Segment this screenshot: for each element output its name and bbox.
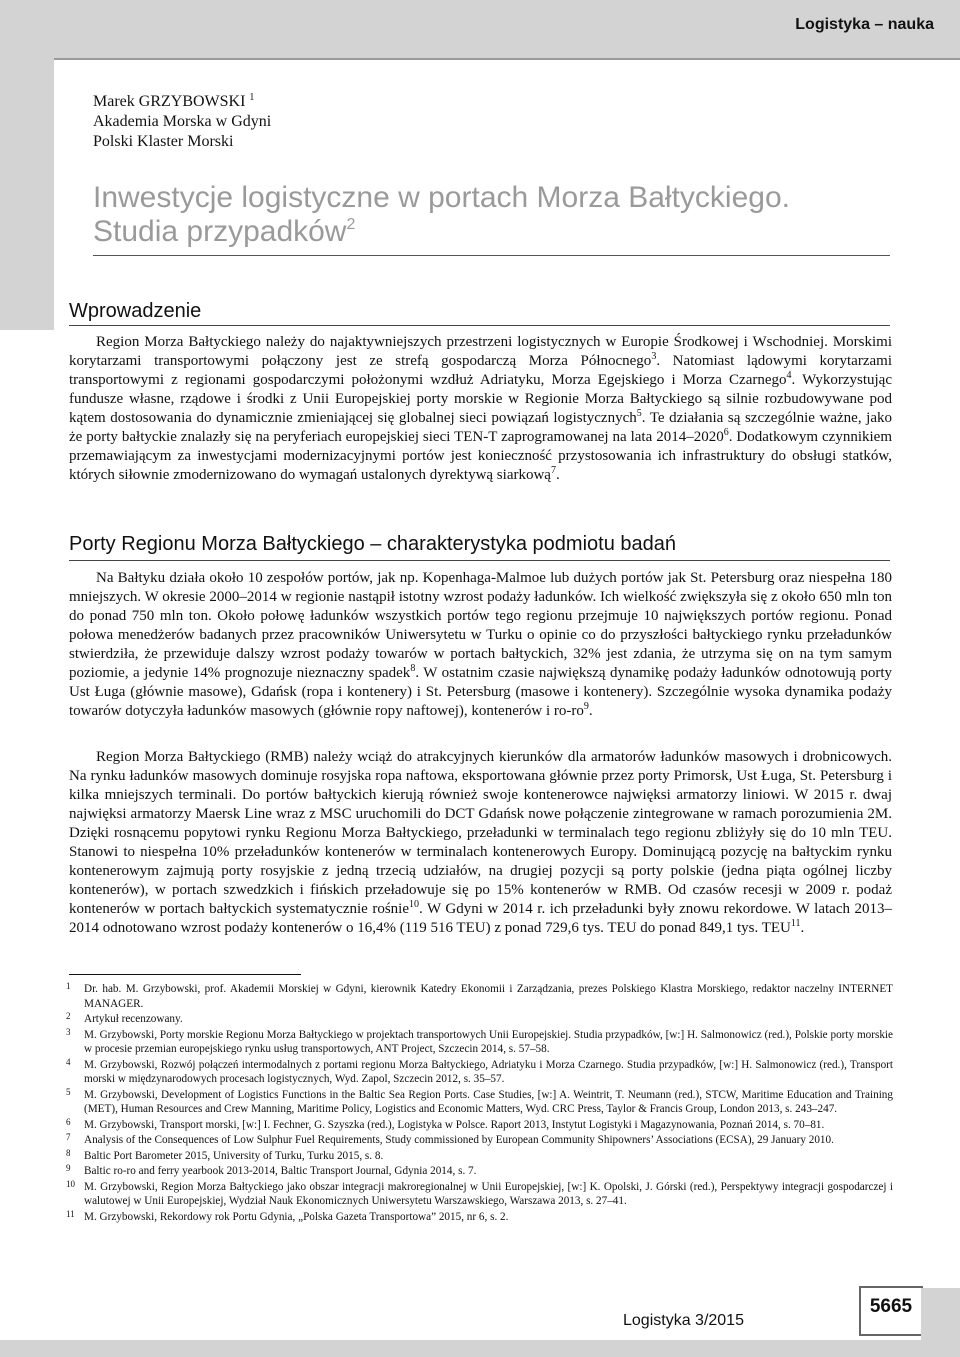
footnote-text: Analysis of the Consequences of Low Sulphur Fuel Requirements, Study commissioned by European Community Shipowners’ Associations (ECSA), 29 January 2010.: [84, 1134, 834, 1146]
footer-bottom-bar: [0, 1340, 921, 1357]
footnote-text: Artykuł recenzowany.: [84, 1013, 183, 1025]
footnote-text: Baltic ro-ro and ferry yearbook 2013-2014, Baltic Transport Journal, Gdynia 2014, s. 7.: [84, 1165, 477, 1177]
footnote-number: 2: [66, 1011, 71, 1021]
footnote-text: M. Grzybowski, Rekordowy rok Portu Gdynia, „Polska Gazeta Transportowa” 2015, nr 6, s. 2.: [84, 1210, 509, 1223]
ports-paragraph-2: Region Morza Bałtyckiego (RMB) należy wciąż do atrakcyjnych kierunków dla armatorów ładunków masowych i drobnicowych. Na rynku ładunków masowych dominuje rosyjska ropa naftowa, eksportowana głównie przez porty Primorsk, Ust Ługa, St. Petersburg i kilka mniejszych terminali. Do portów bałtyckich kierują również swoje kontenerowce najwięksi armatorzy liniowi. W 2015 r. dwaj najwięksi armatorzy Maersk Line wraz z MSC uruchomili do DCT Gdańsk nowe połączenie zintegrowane w ramach porozumienia 2M. Dzięki rosnącemu popytowi rynku Regionu Morza Bałtyckiego, przeładunki w terminalach tego regionu zbliżyły się do 10 mln TEU. Stanowi to niespełna 10% przeładunków kontenerów w terminalach kontenerowych Europy. Dominującą pozycję na bałtyckim rynku kontenerowym zajmują porty rosyjskie z jedną trzecią udziałów, na drugiej pozycji są porty polskie (jedna piąta ogólnej liczby kontenerów), w portach szwedzkich i fińskich przeładowuje się po 15% kontenerów w RMB. Od czasów recesji w 2009 r. podaż kontenerów w portach bałtyckich systematycznie rośnie$^{10}$. W Gdyni w 2014 r. ich przeładunki były znowu rekordowe. W latach 2013–2014 odnotowano wzrost podaży kontenerów o 16,4% (119 516 TEU) z ponad 729,6 tys. TEU do ponad 849,1 tys. TEU$^{11}$.: [69, 749, 892, 936]
footnote-number: 5: [66, 1086, 71, 1097]
footnote-ref[interactable]: 9: [583, 701, 589, 712]
footnote-item: [66, 1180, 893, 1209]
footnote-text: Dr. hab. M. Grzybowski, prof. Akademii Morskiej w Gdyni, kierownik Katedry Ekonomii i Zarządzania, prezes Polskiego Klastra Morskiego, redaktor naczelny INTERNET MANAGER.: [84, 983, 893, 1010]
section-rule-intro: [69, 325, 890, 326]
title-rule: [93, 255, 890, 256]
footnote-item: [66, 1133, 893, 1148]
footnote-ref[interactable]: 6: [723, 427, 729, 438]
side-decor-block: [0, 58, 54, 330]
running-header-title: Logistyka – nauka: [795, 16, 934, 33]
footnote-item: [66, 982, 893, 1011]
section-heading-ports: Porty Regionu Morza Bałtyckiego – charakterystyka podmiotu badań: [69, 533, 676, 555]
footnote-ref[interactable]: 4: [786, 370, 792, 381]
author-footnote-ref[interactable]: 1: [249, 92, 255, 103]
author-name: Marek GRZYBOWSKI: [93, 93, 246, 110]
footnote-separator: [69, 974, 301, 975]
ports-paragraph-1: Na Bałtyku działa około 10 zespołów portów, jak np. Kopenhaga-Malmoe lub dużych portów jak St. Petersburg oraz niespełna 180 mniejszych. W okresie 2000–2014 w regionie nastąpił istotny wzrost podaży ładunków. Ich wielkość zwiększyła się z około 650 mln ton do ponad 750 mln ton. Około połowę ładunków wszystkich portów tego regionu przejmuje 10 największych portów regionu. Ponad połowa menedżerów badanych przez pracowników Uniwersytetu w Turku o opinie co do przyszłości bałtyckiego rynku przeładunków stwierdziła, że przewiduje dalszy wzrost podaży towarów w portach bałtyckich, 32% jest zdania, że utrzyma się on na tym samym poziomie, a jedynie 14% prognozuje nieznaczny spadek$^8$. W ostatnim czasie największą dynamikę podaży ładunków odnotowują porty Ust Ługa (głównie masowe), Gdańsk (ropa i kontenery) i St. Petersburg (masowe i kontenery). Szczególnie wysoka dynamika podaży towarów dotyczyła ładunków masowych (głównie ropy naftowej), kontenerów i $ro-ro^9$.: [69, 570, 892, 719]
footnote-number: 3: [66, 1026, 71, 1037]
footer-journal-name: Logistyka 3/2015: [623, 1312, 744, 1329]
footnote-item: [66, 1058, 893, 1087]
footnote-text: M. Grzybowski, Porty morskie Regionu Morza Bałtyckiego w projektach transportowych Unii Europejskiej. Studia przypadków, [w:] H. Salmonowicz (red.), Polskie porty morskie w procesie przemian europejskiego rynku usług transportowych, ANT Project, Szczecin 2014, s. 57–58.: [84, 1028, 893, 1055]
footer-side-bar: [921, 1288, 960, 1357]
footnote-item: [66, 1164, 893, 1179]
author-name-line: [93, 92, 271, 112]
footnote-ref[interactable]: 11: [790, 918, 801, 929]
footnote-number: 11: [66, 1208, 75, 1219]
footnote-number: 1: [66, 981, 71, 991]
running-header-bar: [0, 0, 960, 60]
intro-paragraph: Region Morza Bałtyckiego należy do najaktywniejszych przestrzeni logistycznych w Europie Środkowej i Wschodniej. Morskimi korytarzami transportowymi połączony jest ze strefą gospodarczą Morza Północnego$^3$. Natomiast lądowymi korytarzami transportowymi z regionami gospodarczymi położonymi wzdłuż Adriatyku, Morza Egejskiego i Morza Czarnego$^4$. Wykorzystując fundusze własne, rządowe i środki z Unii Europejskiej porty morskie w Regionie Morza Bałtyckiego są silnie rozbudowywane pod kątem dostosowania do dynamicznie zmieniającej się globalnej sieci powiązań logistycznych$^5$. Te działania są szczególnie ważne, jako że porty bałtyckie znalazły się na peryferiach europejskiej sieci TEN-T zaprogramowanej na lata 2014–2020$^6$. Dodatkowym czynnikiem przemawiającym za inwestycjami modernizacyjnymi portów jest konieczność przystosowania ich infrastruktury do obsługi statków, których siłownie zmodernizowano do wymagań ustalonych dyrektywą siarkową$^7$.: [69, 334, 892, 483]
footnote-ref[interactable]: 10: [409, 899, 419, 910]
title-footnote-ref[interactable]: 2: [346, 216, 356, 233]
footnote-number: 4: [66, 1056, 71, 1067]
footnote-ref[interactable]: 3: [651, 351, 657, 362]
footnote-ref[interactable]: 8: [410, 663, 416, 674]
footnote-item: [66, 1088, 893, 1117]
footnote-number: 9: [66, 1163, 71, 1173]
footnote-text: Baltic Port Barometer 2015, University of Turku, Turku 2015, s. 8.: [84, 1149, 384, 1162]
footnote-item: [66, 1149, 893, 1164]
footnotes-list: [66, 982, 893, 1225]
footnote-ref[interactable]: 7: [550, 465, 556, 476]
footnote-text: M. Grzybowski, Rozwój połączeń intermodalnych z portami regionu Morza Bałtyckiego, Adriatyku i Morza Czarnego. Studia przypadków, [w:] H. Salmonowicz (red.), Transport morski w międzynarodowych procesach logistycznych, Wyd. Zapol, Szczecin 2012, s. 35–57.: [84, 1058, 893, 1085]
author-affiliation-1: Akademia Morska w Gdyni: [93, 113, 272, 130]
page-number-box: [859, 1286, 923, 1336]
section-rule-ports: [69, 560, 890, 561]
author-affiliation-2: Polski Klaster Morski: [93, 133, 234, 150]
footnote-text: M. Grzybowski, Development of Logistics Functions in the Baltic Sea Region Ports. Case Studies, [w:] A. Weintrit, T. Neumann (red.), STCW, Maritime Education and Training (MET), Human Resources and Crew Manning, Maritime Policy, Logistics and Economic Matters, Wyd. CRC Press, Taylor & Francis Group, London 2013, s. 243–247.: [84, 1088, 893, 1115]
footnote-text: M. Grzybowski, Region Morza Bałtyckiego jako obszar integracji makroregionalnej w Unii Europejskiej, [w:] K. Opolski, J. Górski (red.), Perspektywy integracji gospodarczej i walutowej w Unii Europejskiej, Wydział Nauk Ekonomicznych Uniwersytetu Warszawskiego, Warszawa 2013, s. 27–41.: [84, 1180, 893, 1207]
section-heading-intro: Wprowadzenie: [69, 300, 202, 322]
footnote-number: 6: [66, 1116, 71, 1127]
footnote-number: 10: [66, 1178, 75, 1189]
footnote-ref[interactable]: 5: [636, 408, 642, 419]
footnote-item: [66, 1118, 893, 1133]
footnote-number: 7: [66, 1132, 71, 1142]
footnote-item: [66, 1012, 893, 1027]
footnote-number: 8: [66, 1147, 71, 1158]
footnote-item: [66, 1028, 893, 1057]
article-title-line-2: Studia przypadków: [93, 215, 347, 248]
article-title-line-1: Inwestycje logistyczne w portach Morza Bałtyckiego.: [93, 181, 790, 214]
footnote-text: M. Grzybowski, Transport morski, [w:] I. Fechner, G. Szyszka (red.), Logistyka w Polsce. Raport 2013, Instytut Logistyki i Magazynowania, Poznań 2014, s. 70–81.: [84, 1118, 825, 1131]
footnote-item: [66, 1210, 893, 1225]
article-title-line-2-wrap: [93, 215, 893, 249]
page-number: 5665: [869, 1296, 913, 1317]
author-block: [93, 92, 271, 152]
article-title: [93, 181, 893, 249]
